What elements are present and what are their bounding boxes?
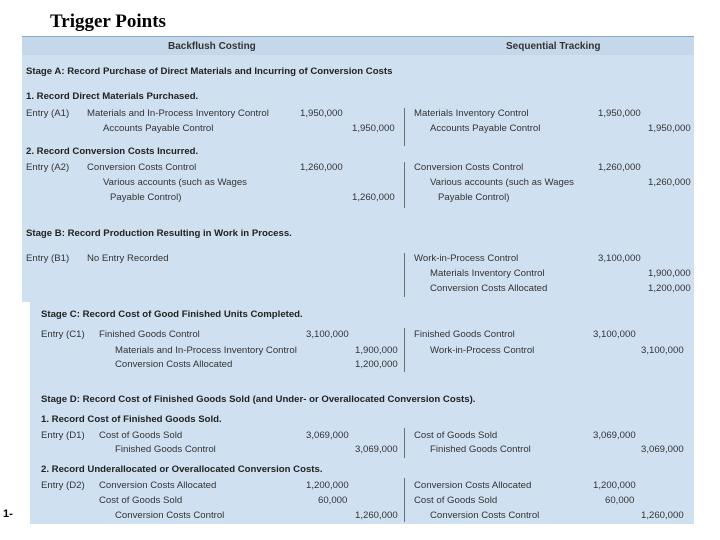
bf-d1-credit-account: Finished Goods Control	[115, 444, 216, 455]
stage-b-heading: Stage B: Record Production Resulting in Work in Process.	[26, 228, 292, 239]
st-b1-debit-account: Work-in-Process Control	[414, 253, 519, 264]
stage-a-heading: Stage A: Record Purchase of Direct Materials and Incurring of Conversion Costs	[26, 66, 393, 77]
bf-c1-debit-amount: 3,100,000	[306, 329, 349, 340]
bf-a2-debit-account: Conversion Costs Control	[87, 162, 197, 173]
bf-a1-credit-amount: 1,950,000	[352, 123, 395, 134]
stage-a1-heading: 1. Record Direct Materials Purchased.	[26, 91, 199, 102]
st-a2-credit-line2: Payable Control)	[438, 192, 510, 203]
divider-c1	[404, 328, 405, 372]
entry-label-d2: Entry (D2)	[41, 480, 85, 491]
divider-a1	[404, 108, 405, 146]
bf-d1-credit-amount: 3,069,000	[355, 444, 398, 455]
entry-label-d1: Entry (D1)	[41, 430, 85, 441]
st-b1-credit2-account: Conversion Costs Allocated	[430, 283, 548, 294]
st-d2-debit2-amount: 60,000	[605, 495, 635, 506]
st-d2-debit2-account: Cost of Goods Sold	[414, 495, 498, 506]
bf-d2-debit2-account: Cost of Goods Sold	[99, 495, 183, 506]
divider-a2	[404, 162, 405, 208]
bf-a2-credit-line1: Various accounts (such as Wages	[103, 177, 247, 188]
st-c1-debit-amount: 3,100,000	[593, 329, 636, 340]
st-c1-debit-account: Finished Goods Control	[414, 329, 515, 340]
bf-d2-debit1-account: Conversion Costs Allocated	[99, 480, 217, 491]
bf-d2-credit-account: Conversion Costs Control	[115, 510, 225, 521]
bf-a2-debit-amount: 1,260,000	[300, 162, 343, 173]
st-c1-credit-account: Work-in-Process Control	[430, 345, 535, 356]
st-b1-credit2-amount: 1,200,000	[648, 283, 691, 294]
entry-label-a1: Entry (A1)	[26, 108, 70, 119]
bf-a2-credit-line2: Payable Control)	[110, 192, 182, 203]
divider-b1	[404, 253, 405, 297]
st-d1-credit-amount: 3,069,000	[641, 444, 684, 455]
bf-d1-debit-amount: 3,069,000	[306, 430, 349, 441]
st-a2-credit-amount: 1,260,000	[648, 177, 691, 188]
bf-a1-debit-amount: 1,950,000	[300, 108, 343, 119]
st-d2-credit-account: Conversion Costs Control	[430, 510, 540, 521]
sequential-column-header: Sequential Tracking	[506, 41, 601, 52]
st-d2-credit-amount: 1,260,000	[641, 510, 684, 521]
st-a1-credit-account: Accounts Payable Control	[430, 123, 541, 134]
backflush-column-header: Backflush Costing	[168, 41, 256, 52]
st-a1-debit-account: Materials Inventory Control	[414, 108, 529, 119]
bf-a2-credit-amount: 1,260,000	[352, 192, 395, 203]
stage-c-heading: Stage C: Record Cost of Good Finished Units Completed.	[41, 309, 303, 320]
st-d1-debit-amount: 3,069,000	[593, 430, 636, 441]
page-number: 1-	[3, 508, 13, 520]
bf-d1-debit-account: Cost of Goods Sold	[99, 430, 183, 441]
entry-label-a2: Entry (A2)	[26, 162, 70, 173]
st-b1-credit1-amount: 1,900,000	[648, 268, 691, 279]
entry-label-b1: Entry (B1)	[26, 253, 70, 264]
st-a2-credit-line1: Various accounts (such as Wages	[430, 177, 574, 188]
bf-b1-no-entry: No Entry Recorded	[87, 253, 169, 264]
bf-c1-credit1-account: Materials and In-Process Inventory Control	[115, 345, 297, 356]
slide-title: Trigger Points	[50, 11, 166, 32]
bf-c1-credit2-amount: 1,200,000	[355, 359, 398, 370]
stage-d1-heading: 1. Record Cost of Finished Goods Sold.	[41, 414, 222, 425]
st-b1-debit-amount: 3,100,000	[598, 253, 641, 264]
st-c1-credit-amount: 3,100,000	[641, 345, 684, 356]
st-d2-debit1-account: Conversion Costs Allocated	[414, 480, 532, 491]
bf-c1-credit2-account: Conversion Costs Allocated	[115, 359, 233, 370]
st-a2-debit-account: Conversion Costs Control	[414, 162, 524, 173]
entry-label-c1: Entry (C1)	[41, 329, 85, 340]
stage-a2-heading: 2. Record Conversion Costs Incurred.	[26, 146, 199, 157]
bf-d2-debit2-amount: 60,000	[318, 495, 348, 506]
st-a1-credit-amount: 1,950,000	[648, 123, 691, 134]
stage-d2-heading: 2. Record Underallocated or Overallocated Conversion Costs.	[41, 464, 323, 475]
bf-a1-debit-account: Materials and In-Process Inventory Control	[87, 108, 269, 119]
bf-c1-credit1-amount: 1,900,000	[355, 345, 398, 356]
stage-d-heading: Stage D: Record Cost of Finished Goods Sold (and Under- or Overallocated Conversion Costs).	[41, 394, 476, 405]
st-b1-credit1-account: Materials Inventory Control	[430, 268, 545, 279]
divider-d1	[404, 428, 405, 458]
st-d2-debit1-amount: 1,200,000	[593, 480, 636, 491]
st-d1-debit-account: Cost of Goods Sold	[414, 430, 498, 441]
bf-c1-debit-account: Finished Goods Control	[99, 329, 200, 340]
divider-d2	[404, 478, 405, 522]
st-a2-debit-amount: 1,260,000	[598, 162, 641, 173]
bf-a1-credit-account: Accounts Payable Control	[103, 123, 214, 134]
st-a1-debit-amount: 1,950,000	[598, 108, 641, 119]
st-d1-credit-account: Finished Goods Control	[430, 444, 531, 455]
bf-d2-debit1-amount: 1,200,000	[306, 480, 349, 491]
bf-d2-credit-amount: 1,260,000	[355, 510, 398, 521]
